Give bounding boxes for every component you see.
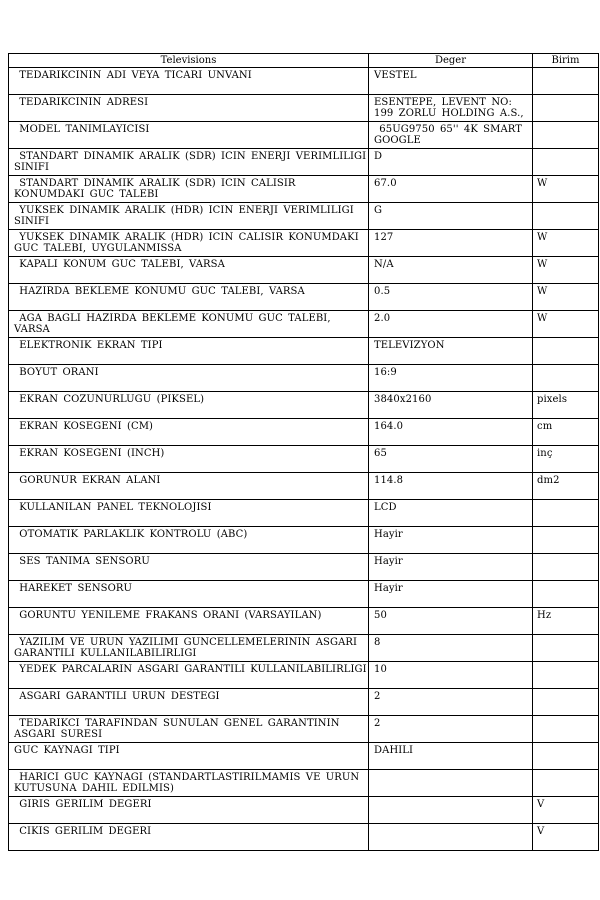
table-row — [9, 392, 599, 419]
row-value: 2 — [374, 691, 381, 702]
row-value-cell — [369, 392, 533, 419]
row-value-cell — [369, 176, 533, 203]
row-unit-cell — [533, 446, 599, 473]
row-unit: W — [537, 286, 548, 297]
row-label-cell — [9, 176, 369, 203]
row-label: GORUNUR EKRAN ALANI — [14, 475, 161, 486]
row-unit: dm2 — [537, 475, 560, 486]
row-unit-cell — [533, 527, 599, 554]
row-unit — [533, 68, 598, 70]
row-label-cell — [9, 770, 369, 797]
table-row — [9, 797, 599, 824]
row-value-cell — [369, 365, 533, 392]
row-label-cell — [9, 392, 369, 419]
row-label-cell — [9, 608, 369, 635]
row-label-cell — [9, 284, 369, 311]
row-unit — [533, 716, 598, 718]
table-row — [9, 554, 599, 581]
row-label-cell — [9, 365, 369, 392]
row-label-cell — [9, 824, 369, 851]
table-row — [9, 338, 599, 365]
row-label-cell — [9, 257, 369, 284]
row-unit — [533, 338, 598, 340]
row-value-cell — [369, 68, 533, 95]
table-row — [9, 68, 599, 95]
table-row — [9, 608, 599, 635]
table-row — [9, 419, 599, 446]
row-label-cell — [9, 311, 369, 338]
row-label-cell — [9, 446, 369, 473]
header-birim: Birim — [533, 54, 599, 68]
row-unit-cell — [533, 635, 599, 662]
row-value-cell — [369, 500, 533, 527]
row-value: 114.8 — [374, 475, 404, 486]
row-unit — [533, 635, 598, 637]
row-label-cell — [9, 743, 369, 770]
row-value: 50 — [374, 610, 387, 621]
row-value: 3840x2160 — [374, 394, 432, 405]
row-unit-cell — [533, 662, 599, 689]
row-value: 8 — [374, 637, 381, 648]
table-row — [9, 149, 599, 176]
table-row — [9, 662, 599, 689]
table-row — [9, 446, 599, 473]
row-unit: pixels — [537, 394, 568, 405]
row-label: HARICI GUC KAYNAGI (STANDARTLASTIRILMAMIS VE URUN KUTUSUNA DAHIL EDILMIS) — [14, 772, 365, 794]
row-value-cell — [369, 797, 533, 824]
row-label-cell — [9, 527, 369, 554]
row-value — [369, 824, 532, 826]
row-value-cell — [369, 473, 533, 500]
row-label: HAZIRDA BEKLEME KONUMU GUC TALEBI, VARSA — [14, 286, 305, 297]
row-value-cell — [369, 527, 533, 554]
row-value: TELEVIZYON — [374, 340, 445, 351]
row-label: YAZILIM VE URUN YAZILIMI GUNCELLEMELERININ ASGARI GARANTILI KULLANILABILIRLIGI — [14, 637, 363, 659]
row-unit: W — [537, 259, 548, 270]
row-value-cell — [369, 311, 533, 338]
row-value: Hayir — [374, 556, 403, 567]
row-label: GUC KAYNAGI TIPI — [14, 745, 120, 756]
row-label: STANDART DINAMIK ARALIK (SDR) ICIN ENERJI VERIMLILIGI SINIFI — [14, 151, 372, 173]
row-value-cell — [369, 689, 533, 716]
table-row — [9, 689, 599, 716]
row-unit: V — [537, 826, 545, 837]
row-unit-cell — [533, 716, 599, 743]
row-label: CIKIS GERILIM DEGERI — [14, 826, 152, 837]
row-label-cell — [9, 500, 369, 527]
row-unit — [533, 203, 598, 205]
row-label: STANDART DINAMIK ARALIK (SDR) ICIN CALISIR KONUMDAKI GUC TALEBI — [14, 178, 301, 200]
row-unit — [533, 122, 598, 124]
row-unit-cell — [533, 500, 599, 527]
row-unit-cell — [533, 257, 599, 284]
row-value: ESENTEPE, LEVENT NO: 199 ZORLU HOLDING A.S., — [374, 97, 524, 119]
row-unit — [533, 581, 598, 583]
row-unit — [533, 770, 598, 772]
row-value: 10 — [374, 664, 387, 675]
row-unit — [533, 365, 598, 367]
row-label: BOYUT ORANI — [14, 367, 99, 378]
energy-label-table — [8, 53, 599, 851]
table-row — [9, 635, 599, 662]
row-unit-cell — [533, 68, 599, 95]
row-label-cell — [9, 635, 369, 662]
row-label: KAPALI KONUM GUC TALEBI, VARSA — [14, 259, 225, 270]
row-unit-cell — [533, 824, 599, 851]
row-label: GIRIS GERILIM DEGERI — [14, 799, 152, 810]
row-value-cell — [369, 608, 533, 635]
row-unit-cell — [533, 338, 599, 365]
row-value-cell — [369, 770, 533, 797]
row-label-cell — [9, 554, 369, 581]
row-label: OTOMATIK PARLAKLIK KONTROLU (ABC) — [14, 529, 248, 540]
row-unit — [533, 527, 598, 529]
row-label: YUKSEK DINAMIK ARALIK (HDR) ICIN CALISIR KONUMDAKI GUC TALEBI, UYGULANMISSA — [14, 232, 365, 254]
row-value: 164.0 — [374, 421, 404, 432]
row-value-cell — [369, 257, 533, 284]
row-label: YUKSEK DINAMIK ARALIK (HDR) ICIN ENERJI VERIMLILIGI SINIFI — [14, 205, 360, 227]
row-value: VESTEL — [374, 70, 417, 81]
row-unit — [533, 554, 598, 556]
table-row — [9, 500, 599, 527]
row-unit-cell — [533, 554, 599, 581]
row-unit: W — [537, 313, 548, 324]
row-value: Hayir — [374, 529, 403, 540]
row-value-cell — [369, 284, 533, 311]
row-value: 127 — [374, 232, 394, 243]
row-label-cell — [9, 473, 369, 500]
row-label: AGA BAGLI HAZIRDA BEKLEME KONUMU GUC TALEBI, VARSA — [14, 313, 336, 335]
row-value: Hayir — [374, 583, 403, 594]
row-value: 2 — [374, 718, 381, 729]
table-row — [9, 95, 599, 122]
table-row — [9, 527, 599, 554]
row-unit-cell — [533, 284, 599, 311]
header-televisions: Televisions — [9, 54, 369, 68]
row-label: ASGARI GARANTILI URUN DESTEGI — [14, 691, 220, 702]
row-unit — [533, 500, 598, 502]
row-unit: inç — [537, 448, 553, 459]
row-label-cell — [9, 203, 369, 230]
table-row — [9, 203, 599, 230]
table-row — [9, 257, 599, 284]
row-unit-cell — [533, 473, 599, 500]
row-unit-cell — [533, 122, 599, 149]
row-label: SES TANIMA SENSORU — [14, 556, 150, 567]
row-value: DAHILI — [374, 745, 414, 756]
row-label: EKRAN COZUNURLUGU (PIKSEL) — [14, 394, 205, 405]
row-value-cell — [369, 662, 533, 689]
row-unit — [533, 662, 598, 664]
row-label: TEDARIKCININ ADRESI — [14, 97, 149, 108]
row-value-cell — [369, 122, 533, 149]
row-label: GORUNTU YENILEME FRAKANS ORANI (VARSAYILAN) — [14, 610, 322, 621]
table-row — [9, 122, 599, 149]
row-value: 2.0 — [374, 313, 391, 324]
row-unit-cell — [533, 392, 599, 419]
row-label-cell — [9, 797, 369, 824]
table-row — [9, 473, 599, 500]
row-label: EKRAN KOSEGENI (CM) — [14, 421, 154, 432]
row-label-cell — [9, 149, 372, 176]
row-unit-cell — [533, 743, 599, 770]
table-row — [9, 716, 599, 743]
row-unit-cell — [533, 311, 599, 338]
row-value-cell — [369, 635, 533, 662]
row-value: 65 — [374, 448, 387, 459]
header-deger: Deger — [369, 54, 533, 68]
row-value-cell — [369, 554, 533, 581]
row-value-cell — [369, 203, 533, 230]
row-unit-cell — [533, 770, 599, 797]
table-row — [9, 581, 599, 608]
row-label: ELEKTRONIK EKRAN TIPI — [14, 340, 163, 351]
row-unit-cell — [533, 95, 599, 122]
row-unit-cell — [533, 149, 599, 176]
row-unit-cell — [533, 230, 599, 257]
row-value: N/A — [374, 259, 394, 270]
row-label-cell — [9, 581, 369, 608]
row-label: HAREKET SENSORU — [14, 583, 133, 594]
row-unit-cell — [533, 203, 599, 230]
row-label: KULLANILAN PANEL TEKNOLOJISI — [14, 502, 212, 513]
row-unit: Hz — [537, 610, 552, 621]
row-value — [369, 797, 532, 799]
row-label-cell — [9, 230, 369, 257]
row-unit: V — [537, 799, 545, 810]
row-value — [369, 770, 532, 772]
table-row — [9, 311, 599, 338]
row-unit-cell — [533, 365, 599, 392]
row-unit — [533, 743, 598, 745]
product-info-sheet — [8, 53, 598, 851]
row-value-cell — [369, 338, 533, 365]
table-row — [9, 365, 599, 392]
row-value: G — [374, 205, 383, 216]
row-value: D — [374, 151, 383, 162]
row-value: 0.5 — [374, 286, 391, 297]
row-label-cell — [9, 95, 369, 122]
row-label: TEDARIKCININ ADI VEYA TICARI UNVANI — [14, 70, 252, 81]
row-value-cell — [369, 824, 533, 851]
row-value-cell — [369, 149, 533, 176]
row-unit: cm — [537, 421, 553, 432]
row-value-cell — [369, 743, 533, 770]
row-label: MODEL TANIMLAYICISI — [14, 124, 150, 135]
table-row — [9, 176, 599, 203]
row-unit: W — [537, 232, 548, 243]
table-row — [9, 770, 599, 797]
table-row — [9, 230, 599, 257]
row-label-cell — [9, 338, 369, 365]
row-unit-cell — [533, 797, 599, 824]
row-unit — [533, 95, 598, 97]
row-value-cell — [369, 230, 533, 257]
row-value-cell — [369, 419, 533, 446]
row-unit — [533, 689, 598, 691]
row-unit-cell — [533, 176, 599, 203]
row-label: YEDEK PARCALARIN ASGARI GARANTILI KULLANILABILIRLIGI — [14, 664, 367, 675]
row-value-cell — [369, 716, 533, 743]
row-value: 67.0 — [374, 178, 397, 189]
row-unit-cell — [533, 608, 599, 635]
row-unit-cell — [533, 689, 599, 716]
row-value: 65UG9750 65'' 4K SMART GOOGLE — [374, 124, 528, 146]
row-value-cell — [369, 95, 533, 122]
row-label-cell — [9, 716, 369, 743]
row-value-cell — [369, 446, 533, 473]
table-row — [9, 824, 599, 851]
table-row — [9, 284, 599, 311]
row-label-cell — [9, 662, 369, 689]
row-label: EKRAN KOSEGENI (INCH) — [14, 448, 165, 459]
row-value: LCD — [374, 502, 397, 513]
row-label-cell — [9, 122, 369, 149]
row-unit: W — [537, 178, 548, 189]
row-label-cell — [9, 68, 369, 95]
row-unit-cell — [533, 419, 599, 446]
row-label: TEDARIKCI TARAFINDAN SUNULAN GENEL GARANTININ ASGARI SURESI — [14, 718, 345, 740]
row-unit-cell — [533, 581, 599, 608]
table-header-row — [9, 54, 599, 68]
row-label-cell — [9, 419, 369, 446]
row-label-cell — [9, 689, 369, 716]
row-value-cell — [369, 581, 533, 608]
row-value: 16:9 — [374, 367, 397, 378]
table-row — [9, 743, 599, 770]
row-unit — [533, 149, 598, 151]
